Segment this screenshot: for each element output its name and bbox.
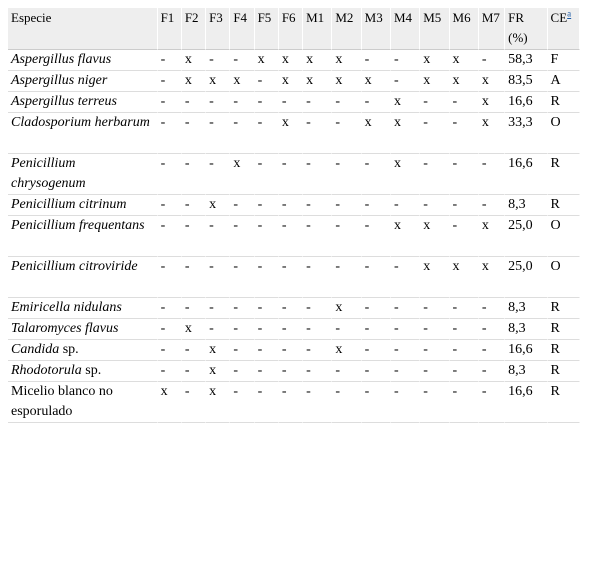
presence-cell: x	[362, 113, 391, 154]
table-row	[8, 382, 580, 423]
table-row	[8, 195, 580, 216]
presence-cell: -	[230, 298, 254, 319]
table-row	[8, 50, 580, 71]
presence-cell: -	[450, 340, 479, 361]
species-name-cell	[8, 113, 158, 154]
presence-cell: -	[420, 340, 449, 361]
presence-cell: -	[206, 319, 230, 340]
presence-cell: -	[479, 361, 505, 382]
header-m6: M6	[450, 8, 479, 50]
header-fr-line2: (%)	[508, 30, 528, 45]
presence-cell: x	[279, 71, 303, 92]
presence-cell: x	[391, 113, 420, 154]
presence-cell: -	[158, 50, 182, 71]
species-name-plain: sp.	[59, 342, 79, 357]
ce-value-cell: R	[548, 340, 580, 361]
presence-cell: -	[391, 361, 420, 382]
presence-cell: -	[206, 154, 230, 195]
header-m5: M5	[420, 8, 449, 50]
species-name-italic: Emiricella nidulans	[11, 300, 122, 315]
ce-value-cell: F	[548, 50, 580, 71]
presence-cell: -	[362, 298, 391, 319]
table-row	[8, 154, 580, 195]
presence-cell: -	[362, 216, 391, 257]
presence-cell: -	[391, 195, 420, 216]
fr-value-cell: 33,3	[505, 113, 547, 154]
presence-cell: -	[420, 154, 449, 195]
header-m2: M2	[332, 8, 361, 50]
presence-cell: -	[303, 113, 332, 154]
presence-cell: -	[450, 113, 479, 154]
presence-cell: -	[479, 298, 505, 319]
header-m7: M7	[479, 8, 505, 50]
presence-cell: x	[479, 92, 505, 113]
presence-cell: -	[158, 298, 182, 319]
ce-value-cell: R	[548, 319, 580, 340]
species-frequency-table	[8, 8, 580, 423]
presence-cell: -	[230, 50, 254, 71]
presence-cell: x	[450, 50, 479, 71]
presence-cell: -	[479, 319, 505, 340]
presence-cell: -	[332, 154, 361, 195]
presence-cell: x	[362, 71, 391, 92]
table-row	[8, 340, 580, 361]
presence-cell: x	[206, 382, 230, 423]
header-m3: M3	[362, 8, 391, 50]
header-ce-label: CE	[550, 10, 568, 25]
presence-cell: -	[303, 195, 332, 216]
presence-cell: -	[255, 340, 279, 361]
presence-cell: x	[420, 71, 449, 92]
presence-cell: -	[182, 382, 206, 423]
presence-cell: x	[332, 298, 361, 319]
presence-cell: -	[391, 382, 420, 423]
presence-cell: -	[279, 257, 303, 298]
species-name-italic: Penicillium chrysogenum	[11, 156, 86, 191]
table-row	[8, 113, 580, 154]
presence-cell: -	[182, 216, 206, 257]
presence-cell: -	[158, 154, 182, 195]
presence-cell: -	[182, 340, 206, 361]
presence-cell: -	[420, 195, 449, 216]
presence-cell: -	[182, 298, 206, 319]
presence-cell: -	[362, 340, 391, 361]
ce-value-cell: A	[548, 71, 580, 92]
presence-cell: -	[206, 216, 230, 257]
species-name-italic: Aspergillus terreus	[11, 94, 117, 109]
presence-cell: -	[158, 319, 182, 340]
presence-cell: -	[182, 257, 206, 298]
presence-cell: -	[391, 340, 420, 361]
header-fr-line1: FR	[508, 10, 525, 25]
presence-cell: x	[230, 71, 254, 92]
presence-cell: -	[206, 92, 230, 113]
presence-cell: -	[303, 382, 332, 423]
header-f1: F1	[158, 8, 182, 50]
header-especie: Especie	[8, 8, 158, 50]
species-name-italic: Cladosporium herbarum	[11, 115, 150, 130]
presence-cell: x	[332, 71, 361, 92]
presence-cell: -	[230, 382, 254, 423]
presence-cell: x	[206, 71, 230, 92]
species-name-italic: Aspergillus niger	[11, 73, 108, 88]
presence-cell: -	[230, 195, 254, 216]
presence-cell: x	[479, 216, 505, 257]
table-row	[8, 216, 580, 257]
presence-cell: -	[420, 92, 449, 113]
presence-cell: -	[420, 113, 449, 154]
presence-cell: -	[332, 257, 361, 298]
presence-cell: -	[255, 154, 279, 195]
presence-cell: -	[450, 319, 479, 340]
presence-cell: -	[158, 92, 182, 113]
presence-cell: -	[303, 216, 332, 257]
presence-cell: -	[230, 113, 254, 154]
presence-cell: -	[255, 382, 279, 423]
presence-cell: x	[420, 50, 449, 71]
presence-cell: -	[279, 340, 303, 361]
presence-cell: -	[420, 319, 449, 340]
presence-cell: x	[332, 50, 361, 71]
presence-cell: -	[230, 340, 254, 361]
species-name-cell	[8, 257, 158, 298]
ce-value-cell: O	[548, 257, 580, 298]
header-f5: F5	[255, 8, 279, 50]
species-name-cell	[8, 340, 158, 361]
presence-cell: -	[279, 298, 303, 319]
presence-cell: -	[255, 298, 279, 319]
presence-cell: x	[158, 382, 182, 423]
presence-cell: -	[303, 298, 332, 319]
presence-cell: -	[303, 257, 332, 298]
presence-cell: -	[255, 113, 279, 154]
presence-cell: -	[479, 340, 505, 361]
presence-cell: x	[420, 257, 449, 298]
presence-cell: x	[391, 154, 420, 195]
fr-value-cell: 8,3	[505, 195, 547, 216]
species-name-cell	[8, 71, 158, 92]
ce-value-cell: R	[548, 92, 580, 113]
presence-cell: x	[479, 71, 505, 92]
fr-value-cell: 25,0	[505, 257, 547, 298]
presence-cell: -	[450, 216, 479, 257]
presence-cell: -	[420, 298, 449, 319]
presence-cell: -	[391, 50, 420, 71]
presence-cell: x	[206, 340, 230, 361]
header-m1: M1	[303, 8, 332, 50]
ce-value-cell: R	[548, 298, 580, 319]
presence-cell: -	[450, 298, 479, 319]
species-name-cell	[8, 216, 158, 257]
presence-cell: -	[206, 50, 230, 71]
presence-cell: -	[182, 92, 206, 113]
presence-cell: -	[362, 50, 391, 71]
presence-cell: -	[158, 71, 182, 92]
presence-cell: -	[230, 361, 254, 382]
presence-cell: -	[332, 195, 361, 216]
presence-cell: -	[450, 361, 479, 382]
presence-cell: x	[279, 50, 303, 71]
presence-cell: -	[158, 113, 182, 154]
species-name-cell	[8, 195, 158, 216]
presence-cell: -	[420, 361, 449, 382]
species-name-italic: Rhodotorula	[11, 363, 82, 378]
presence-cell: -	[303, 340, 332, 361]
presence-cell: -	[391, 71, 420, 92]
table-row	[8, 319, 580, 340]
presence-cell: -	[279, 92, 303, 113]
species-name-italic: Penicillium citroviride	[11, 259, 138, 274]
presence-cell: -	[332, 382, 361, 423]
presence-cell: -	[450, 92, 479, 113]
presence-cell: -	[182, 195, 206, 216]
presence-cell: -	[206, 298, 230, 319]
presence-cell: -	[255, 257, 279, 298]
species-name-italic: Candida	[11, 342, 60, 357]
presence-cell: -	[279, 216, 303, 257]
fr-value-cell: 8,3	[505, 319, 547, 340]
species-name-italic: Talaromyces flavus	[11, 321, 119, 336]
presence-cell: -	[303, 154, 332, 195]
header-f6: F6	[279, 8, 303, 50]
fr-value-cell: 16,6	[505, 382, 547, 423]
presence-cell: x	[479, 257, 505, 298]
species-name-plain: sp.	[81, 363, 102, 378]
fr-value-cell: 16,6	[505, 340, 547, 361]
species-name-italic: Penicillium frequentans	[11, 218, 145, 233]
table-header-row	[8, 8, 580, 50]
table-row	[8, 298, 580, 319]
species-name-italic: Aspergillus flavus	[11, 52, 112, 67]
presence-cell: -	[479, 50, 505, 71]
presence-cell: -	[362, 361, 391, 382]
fr-value-cell: 8,3	[505, 361, 547, 382]
species-name-cell	[8, 92, 158, 113]
table-row	[8, 71, 580, 92]
presence-cell: -	[303, 92, 332, 113]
presence-cell: x	[303, 71, 332, 92]
presence-cell: -	[303, 319, 332, 340]
ce-footnote-link[interactable]: a	[567, 8, 572, 19]
presence-cell: -	[362, 195, 391, 216]
presence-cell: -	[332, 92, 361, 113]
species-name-cell	[8, 50, 158, 71]
presence-cell: -	[158, 216, 182, 257]
presence-cell: x	[230, 154, 254, 195]
presence-cell: x	[182, 50, 206, 71]
presence-cell: -	[479, 154, 505, 195]
presence-cell: -	[479, 382, 505, 423]
header-fr	[505, 8, 547, 50]
presence-cell: -	[158, 195, 182, 216]
table-row	[8, 92, 580, 113]
species-name-cell	[8, 298, 158, 319]
header-m4: M4	[391, 8, 420, 50]
presence-cell: -	[450, 195, 479, 216]
presence-cell: -	[450, 154, 479, 195]
table-row	[8, 257, 580, 298]
species-name-cell	[8, 361, 158, 382]
presence-cell: -	[362, 382, 391, 423]
species-name-italic: Penicillium citrinum	[11, 197, 127, 212]
presence-cell: -	[391, 319, 420, 340]
presence-cell: -	[362, 92, 391, 113]
presence-cell: -	[279, 195, 303, 216]
presence-cell: -	[279, 319, 303, 340]
presence-cell: x	[332, 340, 361, 361]
presence-cell: x	[450, 71, 479, 92]
presence-cell: -	[332, 361, 361, 382]
presence-cell: -	[158, 340, 182, 361]
table-row	[8, 361, 580, 382]
species-name-cell	[8, 154, 158, 195]
presence-cell: -	[332, 319, 361, 340]
presence-cell: x	[420, 216, 449, 257]
presence-cell: x	[279, 113, 303, 154]
presence-cell: -	[479, 195, 505, 216]
table-body	[8, 50, 580, 423]
ce-value-cell: R	[548, 154, 580, 195]
ce-value-cell: O	[548, 113, 580, 154]
presence-cell: -	[230, 92, 254, 113]
presence-cell: -	[206, 257, 230, 298]
header-f2: F2	[182, 8, 206, 50]
presence-cell: -	[255, 195, 279, 216]
header-f3: F3	[206, 8, 230, 50]
fr-value-cell: 16,6	[505, 92, 547, 113]
presence-cell: -	[362, 257, 391, 298]
header-ce	[548, 8, 580, 50]
presence-cell: -	[362, 319, 391, 340]
presence-cell: x	[479, 113, 505, 154]
presence-cell: -	[303, 361, 332, 382]
presence-cell: -	[362, 154, 391, 195]
presence-cell: -	[279, 361, 303, 382]
presence-cell: -	[420, 382, 449, 423]
presence-cell: -	[230, 216, 254, 257]
species-name-cell	[8, 382, 158, 423]
presence-cell: x	[450, 257, 479, 298]
presence-cell: -	[182, 361, 206, 382]
presence-cell: -	[230, 319, 254, 340]
fr-value-cell: 25,0	[505, 216, 547, 257]
presence-cell: -	[279, 382, 303, 423]
fr-value-cell: 58,3	[505, 50, 547, 71]
presence-cell: -	[230, 257, 254, 298]
fr-value-cell: 83,5	[505, 71, 547, 92]
presence-cell: -	[332, 216, 361, 257]
species-name-cell	[8, 319, 158, 340]
presence-cell: -	[391, 298, 420, 319]
species-name-plain: Micelio blanco no esporulado	[11, 384, 117, 419]
presence-cell: -	[158, 257, 182, 298]
presence-cell: -	[158, 361, 182, 382]
presence-cell: x	[206, 195, 230, 216]
presence-cell: -	[450, 382, 479, 423]
ce-value-cell: O	[548, 216, 580, 257]
presence-cell: -	[206, 113, 230, 154]
ce-value-cell: R	[548, 361, 580, 382]
presence-cell: -	[255, 71, 279, 92]
fr-value-cell: 8,3	[505, 298, 547, 319]
presence-cell: x	[391, 216, 420, 257]
fr-value-cell: 16,6	[505, 154, 547, 195]
presence-cell: -	[182, 154, 206, 195]
presence-cell: x	[182, 319, 206, 340]
presence-cell: -	[279, 154, 303, 195]
ce-value-cell: R	[548, 382, 580, 423]
presence-cell: -	[255, 216, 279, 257]
presence-cell: -	[255, 361, 279, 382]
presence-cell: x	[206, 361, 230, 382]
presence-cell: -	[182, 113, 206, 154]
header-f4: F4	[230, 8, 254, 50]
presence-cell: -	[255, 92, 279, 113]
presence-cell: -	[332, 113, 361, 154]
presence-cell: -	[391, 257, 420, 298]
presence-cell: -	[255, 319, 279, 340]
presence-cell: x	[391, 92, 420, 113]
presence-cell: x	[303, 50, 332, 71]
presence-cell: x	[182, 71, 206, 92]
presence-cell: x	[255, 50, 279, 71]
ce-value-cell: R	[548, 195, 580, 216]
